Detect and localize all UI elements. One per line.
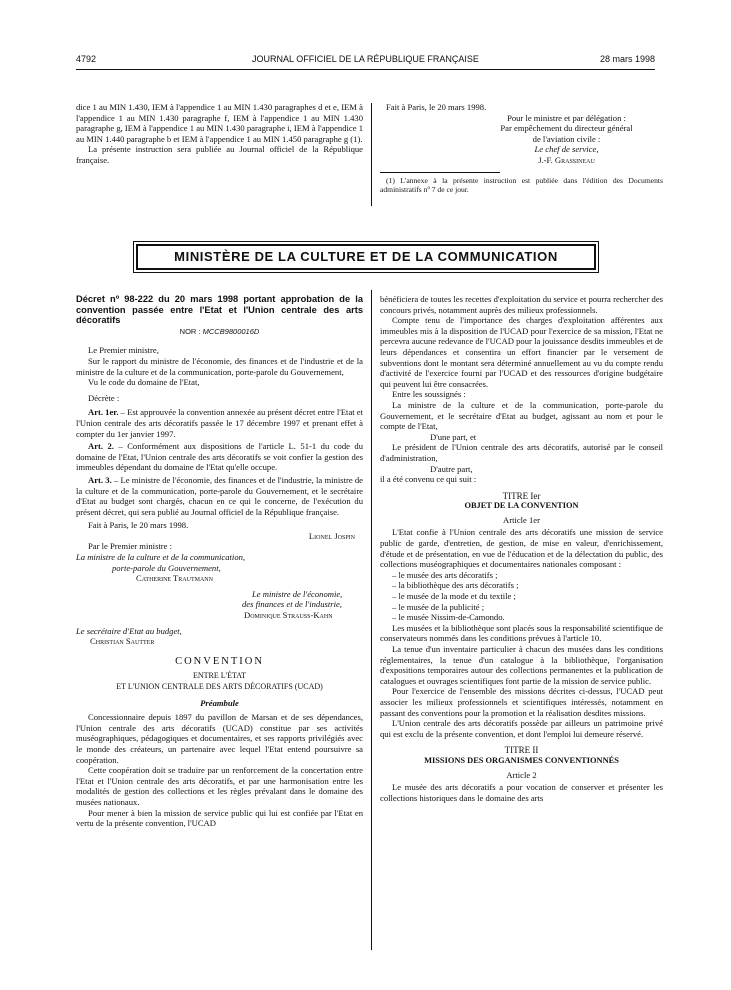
minister-title: Le ministre de l'économie,: [252, 588, 343, 599]
title-name: MISSIONS DES ORGANISMES CONVENTIONNÉS: [424, 755, 619, 765]
preamble-paragraph: La ministre de la culture et de la communication, porte-parole du Gouvernement, et le secrétaire d'Etat au budget, agissant au nom et pour le compte de l'Etat,: [380, 399, 663, 432]
nor-code: MCCB9800016D: [202, 326, 260, 336]
page-header: [76, 54, 655, 68]
preamble-paragraph: il a été convenu ce qui suit :: [380, 474, 477, 485]
publication-paragraph: La présente instruction sera publiée au Journal officiel de la République française.: [76, 144, 363, 165]
done-at-line: Fait à Paris, le 20 mars 1998.: [88, 520, 189, 531]
title-heading: TITRE Ier: [502, 490, 541, 501]
title-heading: TITRE II: [504, 745, 539, 756]
article-label: Art. 3.: [88, 474, 112, 485]
list-item: – le musée de la mode et du textile ;: [392, 591, 516, 602]
signature-line: Par empêchement du directeur général: [500, 123, 633, 134]
preamble-paragraph: D'autre part,: [430, 463, 473, 474]
article-text: – Est approuvée la convention annexée au présent décret entre l'Etat et l'Union centrale des arts décoratifs passée le 17 décembre 1997 et prenant effet à compter du 1er janvier 1997.: [76, 407, 364, 439]
decree-column: [76, 294, 363, 829]
article-paragraph: L'Union centrale des arts décoratifs possède par ailleurs un patrimoine privé qui est exclu de la présente convention, et dont l'emploi lui demeure réservé.: [380, 718, 663, 739]
minister-name: Christian Sautter: [90, 636, 155, 647]
column-divider-top: [371, 103, 372, 206]
list-item: – la bibliothèque des arts décoratifs ;: [392, 580, 519, 591]
signature-title: Le chef de service,: [534, 144, 599, 155]
title-name: OBJET DE LA CONVENTION: [464, 501, 579, 511]
column-divider-main: [371, 290, 372, 950]
signatory-name: J.-F. Grassineau: [538, 154, 595, 165]
signature-line: Pour le ministre et par délégation :: [507, 112, 626, 123]
footnote-rule: [380, 172, 500, 173]
preamble-paragraph: Entre les soussignés :: [392, 389, 466, 400]
article-paragraph: Le musée des arts décoratifs a pour vocation de conserver et présenter les collections historiques dans le domaine des arts: [380, 782, 663, 803]
footnote: (1) L'annexe à la présente instruction est publiée dans l'édition des Documents administratifs nº 7 de ce jour.: [380, 175, 663, 194]
decree-intro: Vu le code du domaine de l'Etat,: [88, 377, 200, 388]
minister-title: des finances et de l'industrie,: [242, 599, 342, 610]
convention-heading: CONVENTION: [175, 655, 264, 667]
previous-text-column-right: [380, 102, 663, 194]
article-paragraph: Pour l'exercice de l'ensemble des missions décrites ci-dessus, l'UCAD peut associer les milieux professionnels et scientifiques intéressés, notamment en passant des conventions pour la promotion et la réalisation desdites missions.: [380, 686, 663, 718]
article-heading: Article 2: [506, 769, 537, 780]
article-label: Art. 2.: [88, 441, 114, 452]
preamble-title: Préambule: [200, 697, 239, 708]
minister-title: La ministre de la culture et de la communication,: [76, 552, 246, 563]
minister-name: Dominique Strauss-Kahn: [244, 610, 333, 621]
signature-block: [380, 113, 663, 166]
nor-label: NOR :: [179, 326, 201, 336]
article-text: – Le ministre de l'économie, des finances et de l'industrie, la ministre de la culture et de la communication, porte-parole du Gouvernement, et le secrétaire d'Etat au budget sont chargés, chacun en ce qui le concerne, de l'exécution du présent décret, qui sera publié au Journal officiel de la République française.: [76, 474, 364, 517]
decree-title: Décret nº 98-222 du 20 mars 1998 portant approbation de la convention passée entre l'Etat et l'Union centrale des arts décoratifs: [76, 294, 363, 326]
museum-list: [380, 570, 663, 623]
page-number: 4792: [76, 54, 97, 64]
signature-line: de l'aviation civile :: [532, 133, 601, 144]
preamble-paragraph: Le président de l'Union centrale des arts décoratifs, autorisé par le conseil d'administration,: [380, 442, 663, 463]
preamble-paragraph: Pour mener à bien la mission de service public qui lui est confiée par l'Etat en vertu de la présente convention, l'UCAD: [76, 807, 363, 829]
by-pm-line: Par le Premier ministre :: [88, 541, 173, 552]
article-label: Art. 1er.: [88, 407, 119, 418]
convention-column: [380, 294, 663, 803]
header-rule: [76, 69, 655, 70]
previous-text-column-left: [76, 102, 363, 166]
preamble-paragraph: Cette coopération doit se traduire par un renforcement de la concertation entre l'Etat et l'Union centrale des arts décoratifs, et par une harmonisation entre les modalités de gestion des collections et les règles prévalant dans le domaine des musées nationaux.: [76, 765, 363, 807]
decree-intro: Le Premier ministre,: [88, 345, 159, 356]
convention-subheading: ENTRE L'ÉTAT: [192, 671, 246, 681]
decree-decrete: Décrète :: [88, 392, 120, 403]
issue-date: 28 mars 1998: [599, 54, 655, 64]
article-text: – Conformément aux dispositions de l'article L. 51-1 du code du domaine de l'Etat, l'Union centrale des arts décoratifs se voit confier la gestion des immeubles dépendant du domaine de l'Etat qu'elle occupe.: [76, 441, 363, 473]
list-item: – le musée des arts décoratifs ;: [392, 569, 498, 580]
preamble-paragraph: Compte tenu de l'importance des charges d'exploitation afférentes aux immeubles mis à la disposition de l'UCAD pour l'exercice de sa mission, l'Etat ne percevra aucune redevance de l'UCAD pour la jouissance desdits immeubles et de leurs dépendances et consentira un effort financier par le versement de subventions dont le montant sera déterminé annuellement au vu du compte rendu d'activité de l'exercice fourni par l'UCAD et des ressources d'origine budgétaire qui peuvent lui être consacrées.: [380, 315, 663, 389]
article-paragraph: La tenue d'un inventaire particulier à chacun des musées dans les conditions réglementaires, la tenue d'un catalogue à la bibliothèque, l'organisation d'expositions temporaires autour des collections permanentes et la publication de catalogues et ouvrages scientifiques font partie de la mission de service public.: [380, 644, 663, 686]
article-paragraph: L'Etat confie à l'Union centrale des arts décoratifs une mission de service public de garde, d'entretien, de gestion, de mise en valeur, d'enrichissement, d'étude et de présentation, en vue de l'éducation et de la délectation du public, des collections muséographiques et documentaires nationales composant :: [380, 527, 663, 570]
convention-subheading: ET L'UNION CENTRALE DES ARTS DÉCORATIFS (UCAD): [116, 682, 323, 691]
done-at-line: Fait à Paris, le 20 mars 1998.: [386, 102, 487, 112]
journal-title: JOURNAL OFFICIEL DE LA RÉPUBLIQUE FRANÇAISE: [252, 54, 479, 64]
minister-title: Le secrétaire d'Etat au budget,: [76, 625, 182, 636]
preamble-paragraph: Concessionnaire depuis 1897 du pavillon de Marsan et de ses dépendances, l'Union centrale des arts décoratifs (UCAD) constitue par ses activités muséographiques, pédagogiques et documentaires, et ses rapports privilégiés avec le monde des créateurs, un partenaire avec lequel l'Etat entend poursuivre sa coopération.: [76, 712, 363, 765]
minister-name: Catherine Trautmann: [136, 573, 213, 584]
list-item: – le musée de la publicité ;: [392, 601, 485, 612]
article-heading: Article 1er: [503, 514, 540, 525]
prime-minister-signature: Lionel Jospin: [308, 530, 355, 541]
article-paragraph: Les musées et la bibliothèque sont placés sous la responsabilité scientifique de conservateurs nommés dans les conditions prévues à l'article 10.: [380, 622, 663, 644]
decree-intro: Sur le rapport du ministre de l'économie, des finances et de l'industrie et de la ministre de la culture et de la communication, porte-parole du Gouvernement,: [76, 355, 363, 377]
preamble-paragraph: D'une part, et: [430, 431, 477, 442]
ministry-banner: MINISTÈRE DE LA CULTURE ET DE LA COMMUNICATION: [136, 244, 596, 270]
preamble-paragraph: bénéficiera de toutes les recettes d'exploitation du service et pourra rechercher des concours privés, notamment auprès des milieux professionnels.: [380, 294, 663, 315]
minister-title: porte-parole du Gouvernement,: [112, 562, 221, 573]
nor-reference: [76, 327, 363, 338]
list-item: – le musée Nissim-de-Camondo.: [392, 612, 505, 623]
previous-text-paragraph: dice 1 au MIN 1.430, IEM à l'appendice 1 au MIN 1.430 paragraphes d et e, IEM à l'appendice 1 au MIN 1.430 paragraphe f, IEM à l'appendice 1 au MIN 1.430 paragraphe g, IEM à l'appendice 1 au MIN 1.430 paragraphe i, IEM à l'appendice 1 au MIN 1.440 paragraphe b et IEM à l'appendice 1 au MIN 1.450 paragraphe g (1).: [76, 102, 363, 144]
